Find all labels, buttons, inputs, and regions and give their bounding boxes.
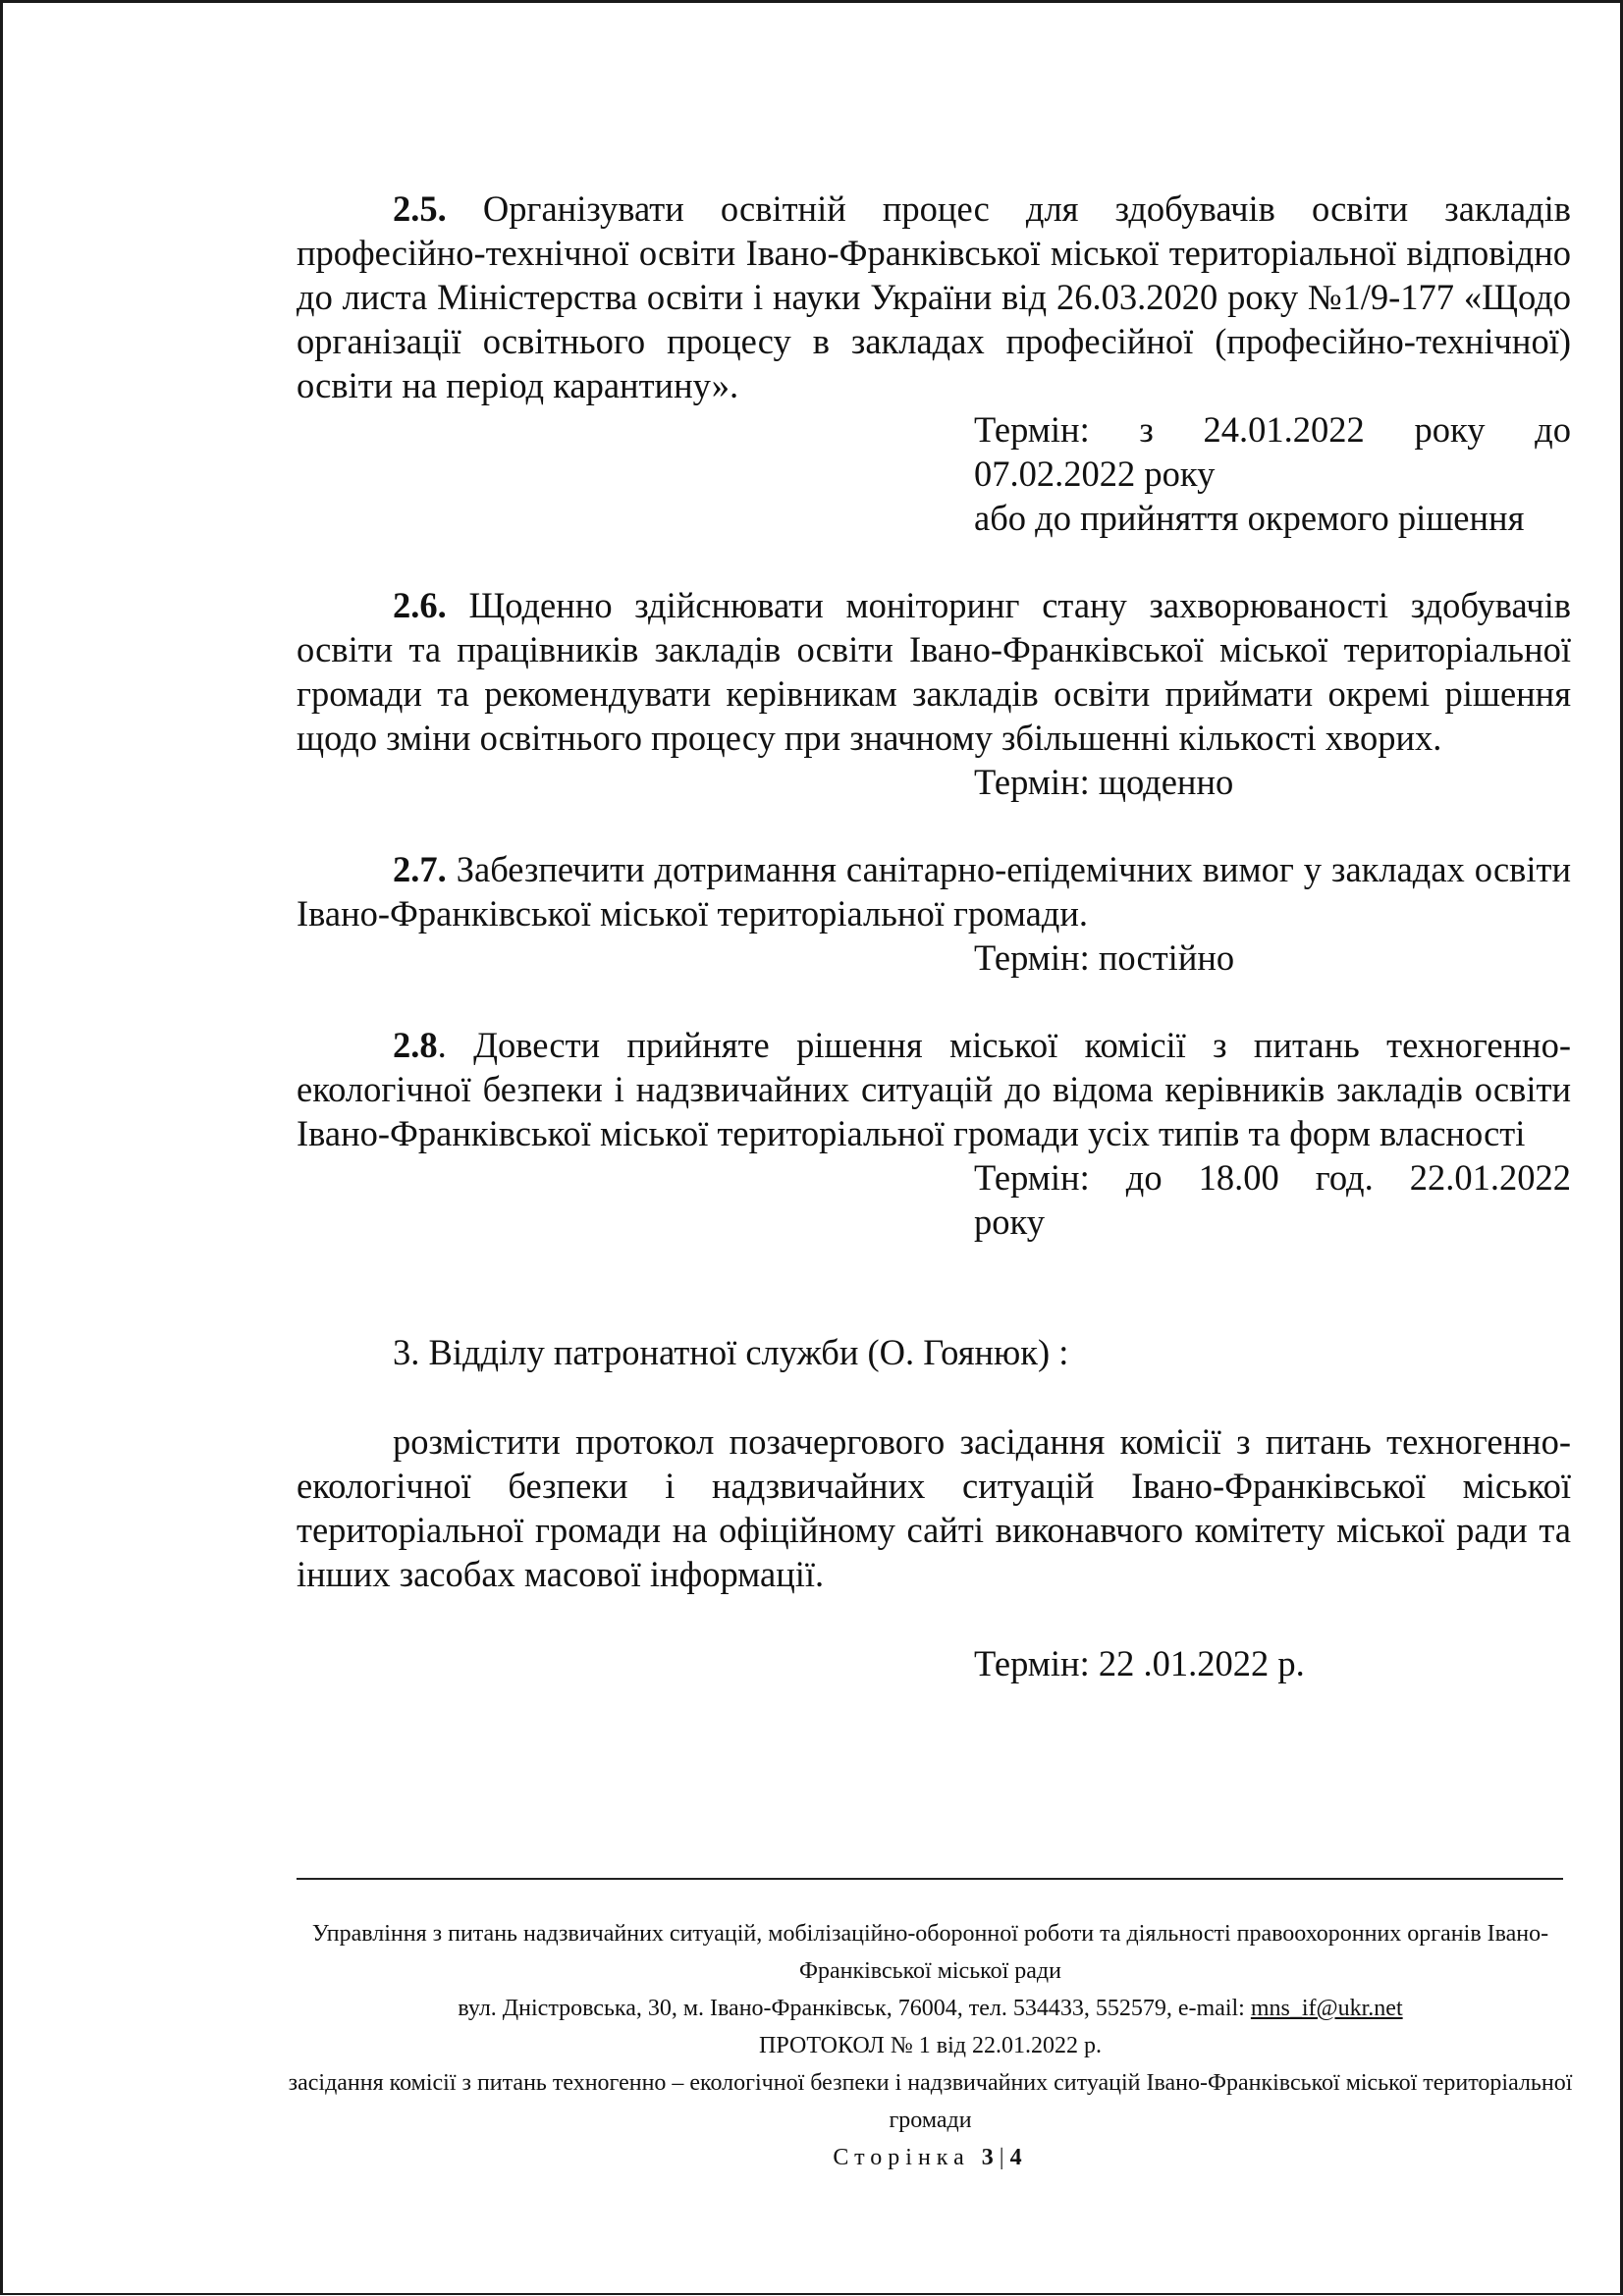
page-separator: | bbox=[999, 2145, 1010, 2170]
section-number: 2.6. bbox=[393, 585, 447, 625]
footer-address bbox=[285, 1990, 1576, 2027]
footer-organization: Управління з питань надзвичайних ситуацій, мобілізаційно-оборонної роботи та діяльності правоохоронних органів Івано-Франківської міської ради bbox=[311, 1921, 1549, 1984]
section-text: Забезпечити дотримання санітарно-епідемічних вимог у закладах освіти Івано-Франківської міської територіальної громади. bbox=[297, 849, 1571, 934]
section-number: 2.7. bbox=[393, 849, 447, 889]
footer-session: засідання комісії з питань техногенно – екологічної безпеки і надзвичайних ситуацій Івано-Франківської міської територіальної громади bbox=[288, 2070, 1573, 2133]
term-line: року bbox=[974, 1201, 1045, 1242]
section-3-heading: 3. Відділу патронатної служби (О. Гоянюк) : bbox=[393, 1332, 1069, 1372]
term-2-7: Термін: постійно bbox=[974, 937, 1235, 978]
term-2-8 bbox=[974, 1155, 1571, 1244]
section-number: 2.8 bbox=[393, 1025, 438, 1065]
page-current: 3 bbox=[981, 2145, 1000, 2170]
section-text: Організувати освітній процес для здобувачів освіти закладів професійно-технічної освіти Івано-Франківської міської територіальної відповідно до листа Міністерства освіти і науки України від 26.03.2020 року №1/9-177 «Щодо організації освітнього процесу в закладах професійної (професійно-технічної) освіти на період карантину». bbox=[297, 188, 1572, 405]
document-body bbox=[297, 187, 1571, 1685]
section-2-6 bbox=[297, 583, 1571, 760]
footer-email-link[interactable]: mns_if@ukr.net bbox=[1250, 1996, 1403, 2021]
term-2-5 bbox=[974, 407, 1571, 540]
footer-divider bbox=[297, 1878, 1563, 1880]
term-line: або до прийняття окремого рішення bbox=[974, 498, 1525, 538]
footer-protocol: ПРОТОКОЛ № 1 від 22.01.2022 р. bbox=[759, 2033, 1102, 2058]
page-footer bbox=[285, 1915, 1576, 2176]
page-total: 4 bbox=[1009, 2145, 1028, 2170]
section-text: Щоденно здійснювати моніторинг стану захворюваності здобувачів освіти та працівників закладів освіти Івано-Франківської міської територіальної громади та рекомендувати керівникам закладів освіти приймати окремі рішення щодо зміни освітнього процесу при значному збільшенні кількості хворих. bbox=[297, 585, 1572, 758]
term-2-6: Термін: щоденно bbox=[974, 762, 1234, 802]
footer-address-text: вул. Дністровська, 30, м. Івано-Франківськ, 76004, тел. 534433, 552579, e-mail: bbox=[458, 1996, 1251, 2021]
section-number: 2.5. bbox=[393, 188, 447, 229]
section-2-8 bbox=[297, 1023, 1571, 1155]
section-text: . Довести прийняте рішення міської комісії з питань техногенно-екологічної безпеки і надзвичайних ситуацій до відома керівників закладів освіти Івано-Франківської міської територіальної громади усіх типів та форм власності bbox=[297, 1025, 1571, 1153]
section-3-text: розмістити протокол позачергового засідання комісії з питань техногенно-екологічної безпеки і надзвичайних ситуацій Івано-Франківської міської територіальної громади на офіційному сайті виконавчого комітету міської ради та інших засобах масової інформації. bbox=[297, 1421, 1571, 1594]
term-line: Термін: до 18.00 год. 22.01.2022 bbox=[974, 1157, 1571, 1198]
page-label: Сторінка bbox=[833, 2145, 970, 2170]
section-2-7 bbox=[297, 847, 1571, 935]
term-line: 07.02.2022 року bbox=[974, 454, 1216, 494]
term-line: Термін: з 24.01.2022 року до bbox=[974, 409, 1571, 450]
term-3: Термін: 22 .01.2022 р. bbox=[974, 1643, 1305, 1683]
page-number bbox=[285, 2139, 1576, 2176]
section-2-5 bbox=[297, 187, 1571, 407]
